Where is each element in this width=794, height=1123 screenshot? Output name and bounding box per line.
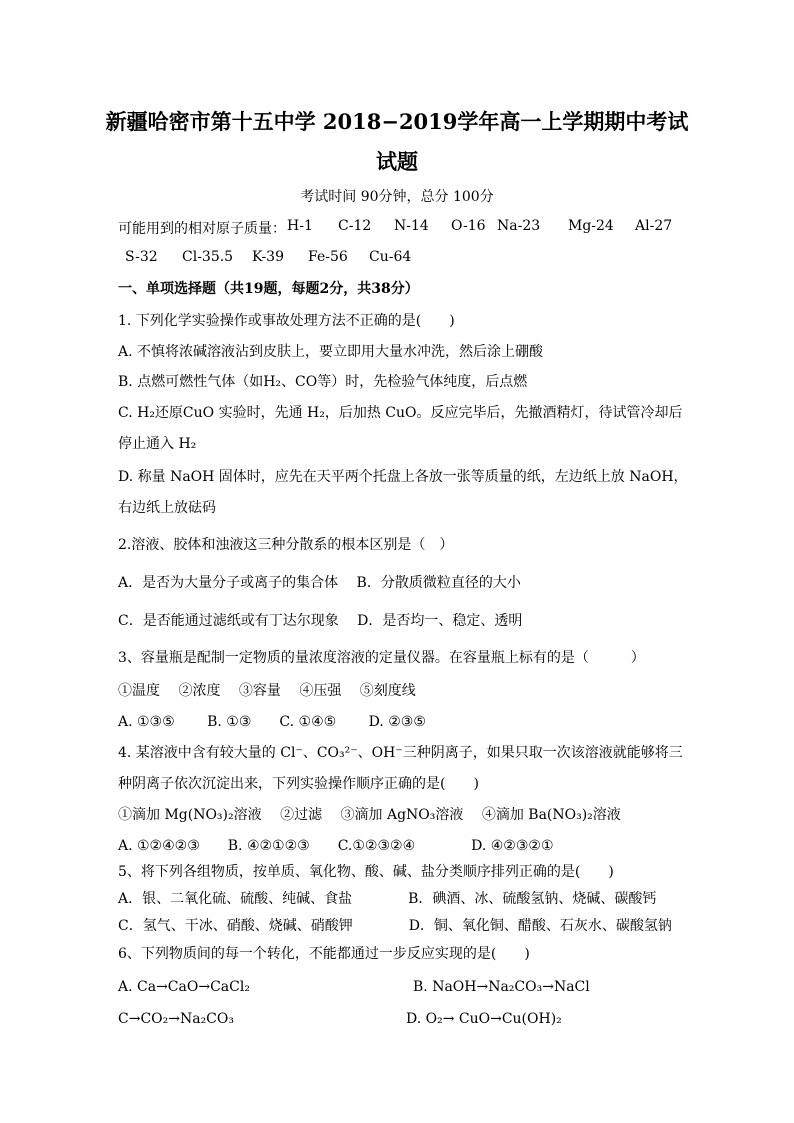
q6-stem: 6、下列物质间的每一个转化，不能都通过一步反应实现的是( ) bbox=[118, 946, 530, 962]
q6-option-b: B. NaOH→Na₂CO₃→NaCl bbox=[413, 979, 590, 995]
q1-option-d-line1: D. 称量 NaOH 固体时，应先在天平两个托盘上各放一张等质量的纸，左边纸上放 NaOH， bbox=[118, 469, 688, 485]
atomic-o: O-16 bbox=[451, 218, 486, 234]
q2-stem: 2.溶液、胶体和浊液这三种分散系的根本区别是（ ） bbox=[118, 537, 454, 553]
atomic-h: H-1 bbox=[287, 218, 313, 234]
q4-items: ①滴加 Mg(NO₃)₂溶液 ②过滤 ③滴加 AgNO₃溶液 ④滴加 Ba(NO₃)₂溶液 bbox=[118, 807, 621, 823]
title-line-2: 试题 bbox=[376, 149, 418, 174]
atomic-c: C-12 bbox=[338, 218, 372, 234]
q2-options-cd: C．是否能通过滤纸或有丁达尔现象 D．是否均一、稳定、透明 bbox=[118, 613, 523, 629]
section-heading: 一、单项选择题（共19题，每题2分，共38分） bbox=[118, 281, 419, 297]
q3-options: A. ①③⑤ B. ①③ C. ①④⑤ D. ②③⑤ bbox=[118, 714, 426, 730]
q5-options-cd: C．氢气、干冰、硝酸、烧碱、硝酸钾 D．铜、氧化铜、醋酸、石灰水、碳酸氢钠 bbox=[118, 918, 672, 934]
q4-stem-line2: 种阴离子依次沉淀出来，下列实验操作顺序正确的是( ) bbox=[118, 776, 479, 792]
q5-options-ab: A．银、二氧化硫、硫酸、纯碱、食盐 B．碘酒、冰、硫酸氢钠、烧碱、碳酸钙 bbox=[118, 891, 657, 907]
atomic-mg: Mg-24 bbox=[568, 218, 614, 234]
q4-stem-line1: 4. 某溶液中含有较大量的 Cl⁻、CO₃²⁻、OH⁻三种阴离子，如果只取一次该溶液就能够将三 bbox=[118, 745, 683, 761]
atomic-al: Al-27 bbox=[635, 218, 673, 234]
q1-option-d-line2: 右边纸上放砝码 bbox=[118, 500, 216, 516]
q1-option-b: B. 点燃可燃性气体（如H₂、CO等）时，先检验气体纯度，后点燃 bbox=[118, 374, 528, 390]
q1-stem: 1. 下列化学实验操作或事故处理方法不正确的是( ) bbox=[118, 313, 455, 329]
q3-stem: 3、容量瓶是配制一定物质的量浓度溶液的定量仪器。在容量瓶上标有的是（ ） bbox=[118, 650, 645, 666]
atomic-label: 可能用到的相对原子质量： bbox=[118, 221, 286, 237]
atomic-k: K-39 bbox=[252, 249, 284, 265]
atomic-s: S-32 bbox=[125, 249, 158, 265]
title-line-1: 新疆哈密市第十五中学 2018−2019学年高一上学期期中考试 bbox=[105, 109, 689, 134]
atomic-fe: Fe-56 bbox=[308, 249, 348, 265]
q2-options-ab: A．是否为大量分子或离子的集合体 B．分散质微粒直径的大小 bbox=[118, 575, 521, 591]
q6-option-d: D. O₂→ CuO→Cu(OH)₂ bbox=[406, 1011, 562, 1027]
q4-options: A. ①②④②③ B. ④②①②③ C.①②③②④ D. ④②③②① bbox=[118, 838, 554, 854]
atomic-cu: Cu-64 bbox=[369, 249, 412, 265]
atomic-na: Na-23 bbox=[497, 218, 541, 234]
q1-option-a: A. 不慎将浓碱溶液沾到皮肤上，要立即用大量水冲洗，然后涂上硼酸 bbox=[118, 344, 544, 360]
q1-option-c-line2: 停止通入 H₂ bbox=[118, 436, 197, 452]
atomic-n: N-14 bbox=[394, 218, 429, 234]
q5-stem: 5、将下列各组物质，按单质、氧化物、酸、碱、盐分类顺序排列正确的是( ) bbox=[118, 864, 614, 880]
q6-option-c: C→CO₂→Na₂CO₃ bbox=[118, 1011, 234, 1027]
q6-option-a: A. Ca→CaO→CaCl₂ bbox=[118, 979, 250, 995]
atomic-cl: Cl-35.5 bbox=[182, 249, 234, 265]
q3-items: ①温度 ②浓度 ③容量 ④压强 ⑤刻度线 bbox=[118, 683, 416, 699]
exam-info: 考试时间 90分钟，总分 100分 bbox=[300, 189, 494, 205]
q1-option-c-line1: C. H₂还原CuO 实验时，先通 H₂，后加热 CuO。反应完毕后，先撤酒精灯，待试管冷却后 bbox=[118, 405, 683, 421]
